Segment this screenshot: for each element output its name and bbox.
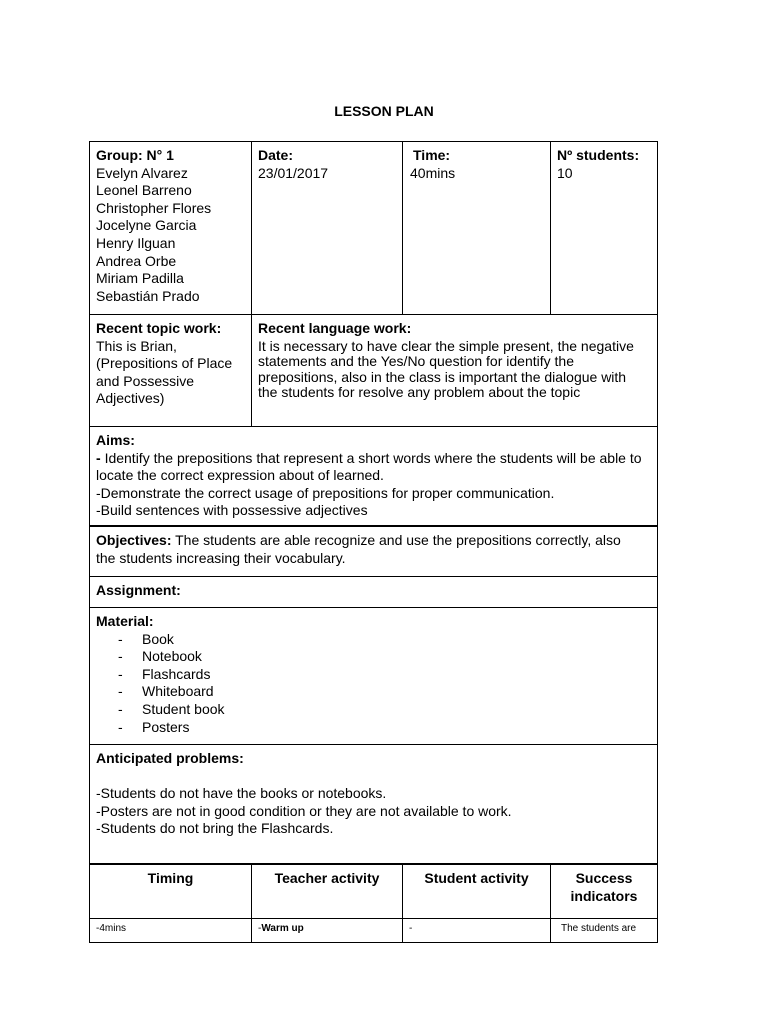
lesson-plan-table (89, 141, 658, 943)
time-value: 40mins (410, 164, 456, 181)
header-student-activity: Student activity (403, 865, 551, 918)
anticipated-label: Anticipated problems: (96, 750, 244, 766)
aims-line: -Build sentences with possessive adjectives (96, 502, 368, 519)
group-member: Christopher Flores (96, 199, 212, 216)
material-item: - Whiteboard (118, 683, 214, 700)
aims-cell (90, 427, 657, 525)
group-member: Evelyn Alvarez (96, 164, 188, 181)
anticipated-line: -Students do not bring the Flashcards. (96, 820, 334, 837)
group-label: Group: N° 1 (96, 147, 174, 163)
recent-language-cell (252, 315, 657, 426)
objectives-text: The students are able recognize and use the prepositions correctly, also (171, 532, 621, 548)
group-cell (90, 142, 252, 314)
recent-topic-line: Adjectives) (96, 390, 165, 407)
recent-language-line: It is necessary to have clear the simple present, the negative (258, 337, 634, 354)
recent-topic-line: (Prepositions of Place (96, 355, 233, 372)
time-label: Time: (413, 147, 451, 163)
anticipated-line: -Posters are not in good condition or they are not available to work. (96, 802, 512, 819)
aims-dash: - (96, 449, 105, 466)
recent-language-line: statements and the Yes/No question for identify the (258, 353, 574, 370)
recent-language-line: prepositions, also in the class is important the dialogue with (258, 368, 627, 385)
students-value: 10 (557, 164, 573, 181)
anticipated-cell (90, 745, 657, 863)
warm-up-label: Warm up (261, 923, 304, 934)
material-label: Material: (96, 613, 154, 629)
header-timing: Timing (90, 865, 252, 918)
students-cell (551, 142, 657, 314)
material-item: - Book (118, 630, 174, 647)
header-success-indicators: Success indicators (570, 870, 638, 904)
document-title: LESSON PLAN (334, 103, 434, 119)
objectives-label: Objectives: (96, 532, 172, 548)
date-value: 23/01/2017 (258, 164, 329, 181)
recent-topic-line: This is Brian, (96, 337, 177, 354)
group-member: Sebastián Prado (96, 287, 200, 304)
objectives-cell (90, 527, 657, 576)
date-label: Date: (258, 147, 294, 163)
recent-language-line: the students for resolve any problem about the topic (258, 384, 581, 401)
info-row (90, 142, 657, 315)
assignment-label: Assignment: (96, 582, 181, 598)
students-label: Nº students: (557, 147, 640, 163)
objectives-row (90, 527, 657, 577)
objectives-line (96, 532, 651, 550)
recent-topic-line: and Possessive (96, 372, 195, 389)
date-cell (252, 142, 403, 314)
recent-work-row (90, 315, 657, 427)
material-list (96, 631, 651, 737)
anticipated-line: -Students do not have the books or notebooks. (96, 785, 387, 802)
aims-line-text: Identify the prepositions that represent a short words where the students will be able to (104, 449, 642, 466)
anticipated-row (90, 745, 657, 864)
aims-line: -Demonstrate the correct usage of prepositions for proper communication. (96, 484, 555, 501)
material-cell (90, 608, 657, 744)
group-member: Jocelyne Garcia (96, 217, 197, 234)
group-member: Henry Ilguan (96, 234, 176, 251)
activity-row (90, 919, 657, 942)
timing-value: -4mins (90, 919, 252, 942)
material-item: - Posters (118, 718, 190, 735)
material-row (90, 608, 657, 745)
objectives-line: the students increasing their vocabulary. (96, 549, 346, 566)
material-item: - Notebook (118, 648, 202, 665)
material-item: - Student book (118, 700, 225, 717)
aims-label: Aims: (96, 432, 135, 448)
group-member: Leonel Barreno (96, 182, 192, 199)
aims-line: locate the correct expression about of learned. (96, 467, 384, 484)
material-item: - Flashcards (118, 665, 211, 682)
activity-header-row (90, 864, 657, 919)
recent-topic-label: Recent topic work: (96, 320, 222, 336)
header-teacher-activity: Teacher activity (252, 865, 403, 918)
group-member: Miriam Padilla (96, 270, 184, 287)
time-cell (403, 142, 551, 314)
recent-language-label: Recent language work: (258, 320, 412, 336)
aims-line (96, 450, 651, 468)
group-member: Andrea Orbe (96, 252, 177, 269)
aims-row (90, 427, 657, 527)
success-indicator-value: The students are (561, 923, 637, 934)
teacher-activity-value: -Warm up (252, 919, 403, 942)
student-activity-value: - (403, 919, 551, 942)
assignment-cell (90, 577, 657, 607)
recent-topic-cell (90, 315, 252, 426)
assignment-row (90, 577, 657, 608)
